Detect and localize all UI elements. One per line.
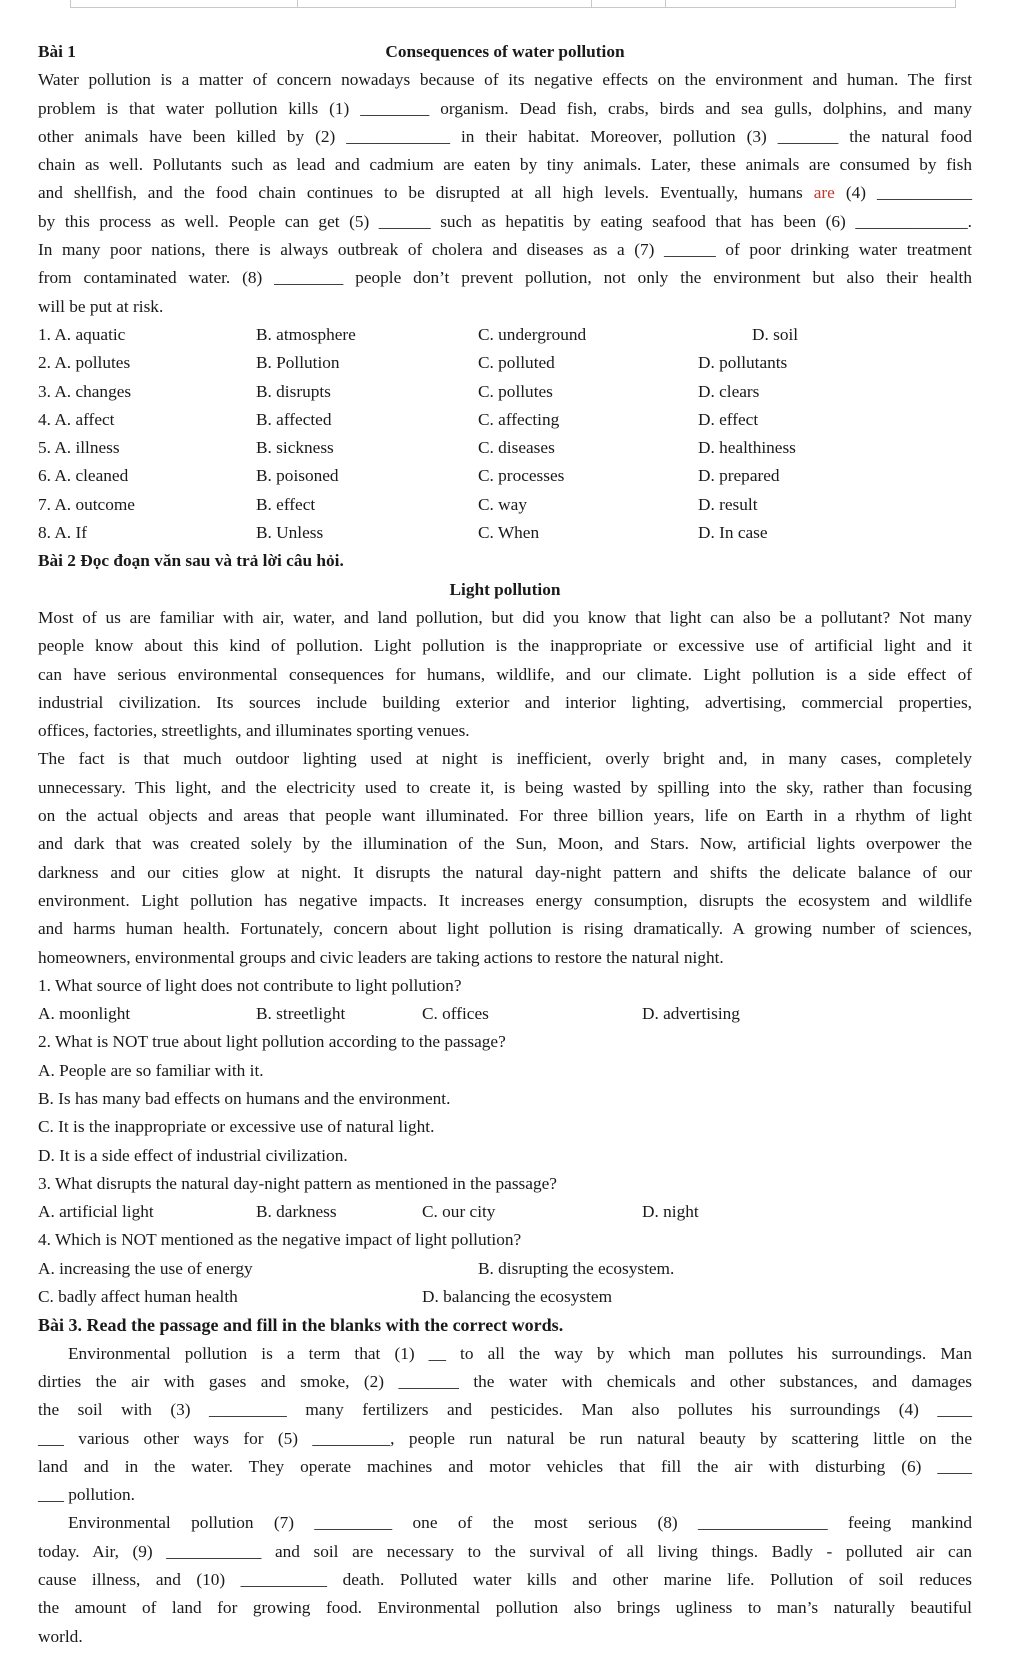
option: D. night	[642, 1202, 699, 1222]
bai3-line: today. Air, (9) ___________ and soil are necessary to the survival of all living things. Badly - polluted air can	[38, 1541, 972, 1561]
option: 7. A. outcome	[38, 494, 135, 514]
option: B. Pollution	[256, 353, 340, 373]
bai3-line: cause illness, and (10) __________ death. Polluted water kills and other marine life. Pollution of soil reduces	[38, 1570, 972, 1590]
bai1-line5-after: (4) ___________	[845, 183, 973, 203]
bai2-title: Light pollution	[449, 579, 561, 599]
option: 6. A. cleaned	[38, 466, 129, 486]
bai3-line: the soil with (3) _________ many fertilizers and pesticides. Man also pollutes his surroundings (4) ____	[38, 1400, 972, 1420]
bai1-line	[38, 179, 972, 207]
option-row	[38, 1000, 972, 1028]
bai2-label: Bài 2 Đọc đoạn văn sau và trả lời câu hỏi.	[38, 551, 344, 571]
option: D. pollutants	[698, 353, 788, 373]
bai2-line: unnecessary. This light, and the electricity used to create it, is being wasted by spilling into the sky, rather than focusing	[38, 777, 972, 797]
option: D. result	[698, 494, 758, 514]
option: A. artificial light	[38, 1202, 154, 1222]
question: 2. What is NOT true about light pollution according to the passage?	[38, 1032, 506, 1052]
bai3-line: ___ various other ways for (5) _________, people run natural be run natural beauty by scattering little on the	[38, 1428, 972, 1448]
option: C. way	[478, 494, 527, 514]
bai2-line: and harms human health. Fortunately, concern about light pollution is rising dramatically. A growing number of sciences,	[38, 919, 972, 939]
option: C. diseases	[478, 438, 555, 458]
option-row	[38, 378, 972, 406]
option: 4. A. affect	[38, 409, 115, 429]
option: A. People are so familiar with it.	[38, 1060, 264, 1080]
option: C. our city	[422, 1202, 496, 1222]
bai2-line: and dark that was created solely by the illumination of the Sun, Moon, and Stars. Now, artificial lights overpower the	[38, 834, 972, 854]
option: B. atmosphere	[256, 324, 356, 344]
bai1-line: problem is that water pollution kills (1) ________ organism. Dead fish, crabs, birds and sea gulls, dolphins, and many	[38, 98, 972, 118]
bai1-line: chain as well. Pollutants such as lead and cadmium are eaten by tiny animals. Later, these animals are consumed by fish	[38, 155, 972, 175]
bai3-line: Environmental pollution is a term that (1) __ to all the way by which man pollutes his surroundings. Man	[68, 1343, 972, 1363]
bai3-line: Environmental pollution (7) _________ one of the most serious (8) _______________ feeing mankind	[68, 1513, 972, 1533]
bai2-line: homeowners, environmental groups and civic leaders are taking actions to restore the natural night.	[38, 947, 724, 967]
option: D. healthiness	[698, 438, 796, 458]
option: D. balancing the ecosystem	[422, 1287, 613, 1307]
bai2-line: darkness and our cities glow at night. It disrupts the natural day-night pattern and shifts the delicate balance of our	[38, 862, 972, 882]
option: 5. A. illness	[38, 438, 120, 458]
bai1-label: Bài 1	[38, 42, 76, 61]
option-row	[38, 491, 972, 519]
option-row	[38, 321, 972, 349]
option: D. prepared	[698, 466, 780, 486]
option: B. effect	[256, 494, 316, 514]
option: C. pollutes	[478, 381, 553, 401]
bai1-title: Consequences of water pollution	[385, 42, 625, 61]
option: B. Unless	[256, 523, 324, 543]
option: B. poisoned	[256, 466, 339, 486]
option: 8. A. If	[38, 523, 87, 543]
option: D. advertising	[642, 1004, 740, 1024]
bai3-line: land and in the water. They operate machines and motor vehicles that fill the air with disturbing (6) ____	[38, 1456, 972, 1476]
option-row	[38, 519, 972, 547]
option: D. soil	[752, 324, 799, 344]
bai1-line: Water pollution is a matter of concern nowadays because of its negative effects on the environment and human. The first	[38, 70, 972, 90]
bai1-line: In many poor nations, there is always outbreak of cholera and diseases as a (7) ______ of poor drinking water treatment	[38, 240, 972, 260]
bai3-line: the amount of land for growing food. Environmental pollution also brings ugliness to man’s naturally beautiful	[38, 1598, 972, 1618]
option: 3. A. changes	[38, 381, 132, 401]
option-row	[38, 1255, 972, 1283]
top-table-border	[70, 0, 956, 8]
option: C. underground	[478, 324, 587, 344]
option: A. increasing the use of energy	[38, 1258, 253, 1278]
question: 4. Which is NOT mentioned as the negative impact of light pollution?	[38, 1230, 522, 1250]
bai1-header	[38, 38, 972, 66]
option: D. It is a side effect of industrial civilization.	[38, 1145, 348, 1165]
bai1-line: other animals have been killed by (2) ____________ in their habitat. Moreover, pollution (3) _______ the natural food	[38, 126, 972, 146]
option-row	[38, 462, 972, 490]
bai1-line: by this process as well. People can get (5) ______ such as hepatitis by eating seafood that has been (6) _____________.	[38, 211, 972, 231]
bai3-line: dirties the air with gases and smoke, (2) _______ the water with chemicals and other substances, and damages	[38, 1371, 972, 1391]
question: 3. What disrupts the natural day-night pattern as mentioned in the passage?	[38, 1173, 557, 1193]
option: B. Is has many bad effects on humans and the environment.	[38, 1088, 451, 1108]
option: C. badly affect human health	[38, 1287, 238, 1307]
option: B. streetlight	[256, 1004, 346, 1024]
option: C. processes	[478, 466, 565, 486]
option: 2. A. pollutes	[38, 353, 131, 373]
option: C. When	[478, 523, 540, 543]
option-row	[38, 434, 972, 462]
bai1-line: will be put at risk.	[38, 296, 164, 316]
bai3-line: world.	[38, 1626, 83, 1646]
bai3-line: ___ pollution.	[38, 1485, 135, 1505]
option-row	[38, 1283, 972, 1311]
bai1-line5-red: are	[813, 183, 835, 203]
option: A. moonlight	[38, 1004, 131, 1024]
bai2-line: industrial civilization. Its sources include building exterior and interior lighting, advertising, commercial properties,	[38, 692, 972, 712]
document-page	[38, 38, 972, 1651]
bai3-label: Bài 3. Read the passage and fill in the blanks with the correct words.	[38, 1315, 564, 1336]
bai2-line: The fact is that much outdoor lighting used at night is inefficient, overly bright and, in many cases, completely	[38, 749, 972, 769]
bai1-line: from contaminated water. (8) ________ people don’t prevent pollution, not only the environment but also their health	[38, 268, 972, 288]
option: B. darkness	[256, 1202, 337, 1222]
bai2-line: on the actual objects and areas that people want illuminated. For three billion years, life on Earth in a rhythm of light	[38, 806, 972, 826]
bai2-line: people know about this kind of pollution. Light pollution is the inappropriate or excessive use of artificial light and it	[38, 636, 972, 656]
bai2-line: environment. Light pollution has negative impacts. It increases energy consumption, disrupts the ecosystem and wildlife	[38, 890, 972, 910]
option: C. offices	[422, 1004, 489, 1024]
option: C. It is the inappropriate or excessive use of natural light.	[38, 1117, 435, 1137]
option: D. effect	[698, 409, 759, 429]
option-row	[38, 1198, 972, 1226]
bai2-line: Most of us are familiar with air, water, and land pollution, but did you know that light can also be a pollutant? Not many	[38, 607, 972, 627]
option: B. affected	[256, 409, 332, 429]
option: B. disrupts	[256, 381, 331, 401]
option: B. sickness	[256, 438, 334, 458]
option: 1. A. aquatic	[38, 324, 126, 344]
option-row	[38, 349, 972, 377]
question: 1. What source of light does not contribute to light pollution?	[38, 975, 462, 995]
bai1-line5-before: and shellfish, and the food chain continues to be disrupted at all high levels. Eventually, humans	[38, 183, 803, 203]
option: D. clears	[698, 381, 760, 401]
option: C. polluted	[478, 353, 555, 373]
bai2-line: offices, factories, streetlights, and illuminates sporting venues.	[38, 721, 470, 741]
option: B. disrupting the ecosystem.	[478, 1258, 675, 1278]
option-row	[38, 406, 972, 434]
bai2-line: can have serious environmental consequences for humans, wildlife, and our climate. Light pollution is a side effect of	[38, 664, 972, 684]
option: C. affecting	[478, 409, 560, 429]
option: D. In case	[698, 523, 768, 543]
